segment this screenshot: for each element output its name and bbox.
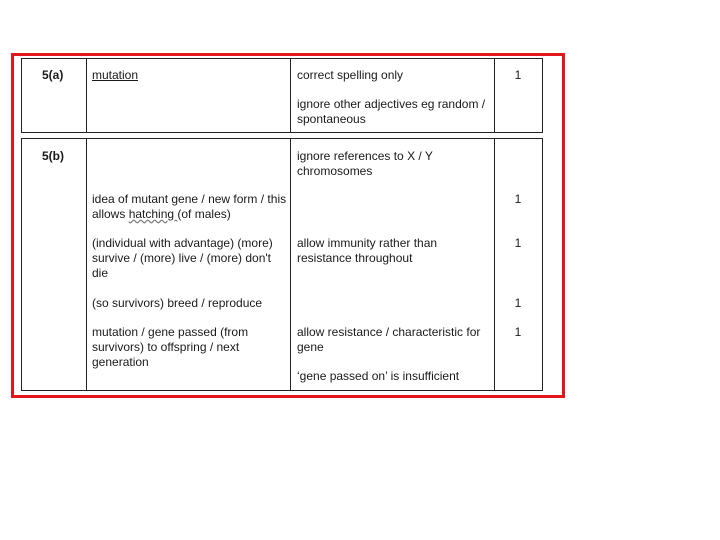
answer-text: mutation / gene passed (from survivors) to offspring / next generation	[92, 325, 249, 369]
mark-value: 1	[514, 296, 522, 310]
mark-scheme-table-5a	[21, 58, 543, 133]
answer-text: mutation	[92, 68, 139, 82]
answer-text: idea of mutant gene / new form / this allows hatching (of males)	[92, 192, 287, 221]
guidance-text: ‘gene passed on’ is insufficient	[297, 369, 460, 383]
answer-text: (individual with advantage) (more) survive / (more) live / (more) don't die	[92, 236, 273, 280]
guidance-text: ignore other adjectives eg random / spontaneous	[297, 97, 486, 126]
question-number: 5(a)	[42, 68, 64, 82]
guidance-text: correct spelling only	[297, 68, 404, 82]
mark-value: 1	[514, 68, 522, 82]
question-number: 5(b)	[42, 149, 64, 163]
guidance-text: allow resistance / characteristic for gene	[297, 325, 481, 354]
guidance-text: ignore references to X / Y chromosomes	[297, 149, 433, 178]
mark-scheme-table-5b	[21, 138, 543, 391]
guidance-text: allow immunity rather than resistance throughout	[297, 236, 438, 265]
mark-value: 1	[514, 325, 522, 339]
mark-value: 1	[514, 192, 522, 206]
mark-value: 1	[514, 236, 522, 250]
answer-text: (so survivors) breed / reproduce	[92, 296, 263, 310]
